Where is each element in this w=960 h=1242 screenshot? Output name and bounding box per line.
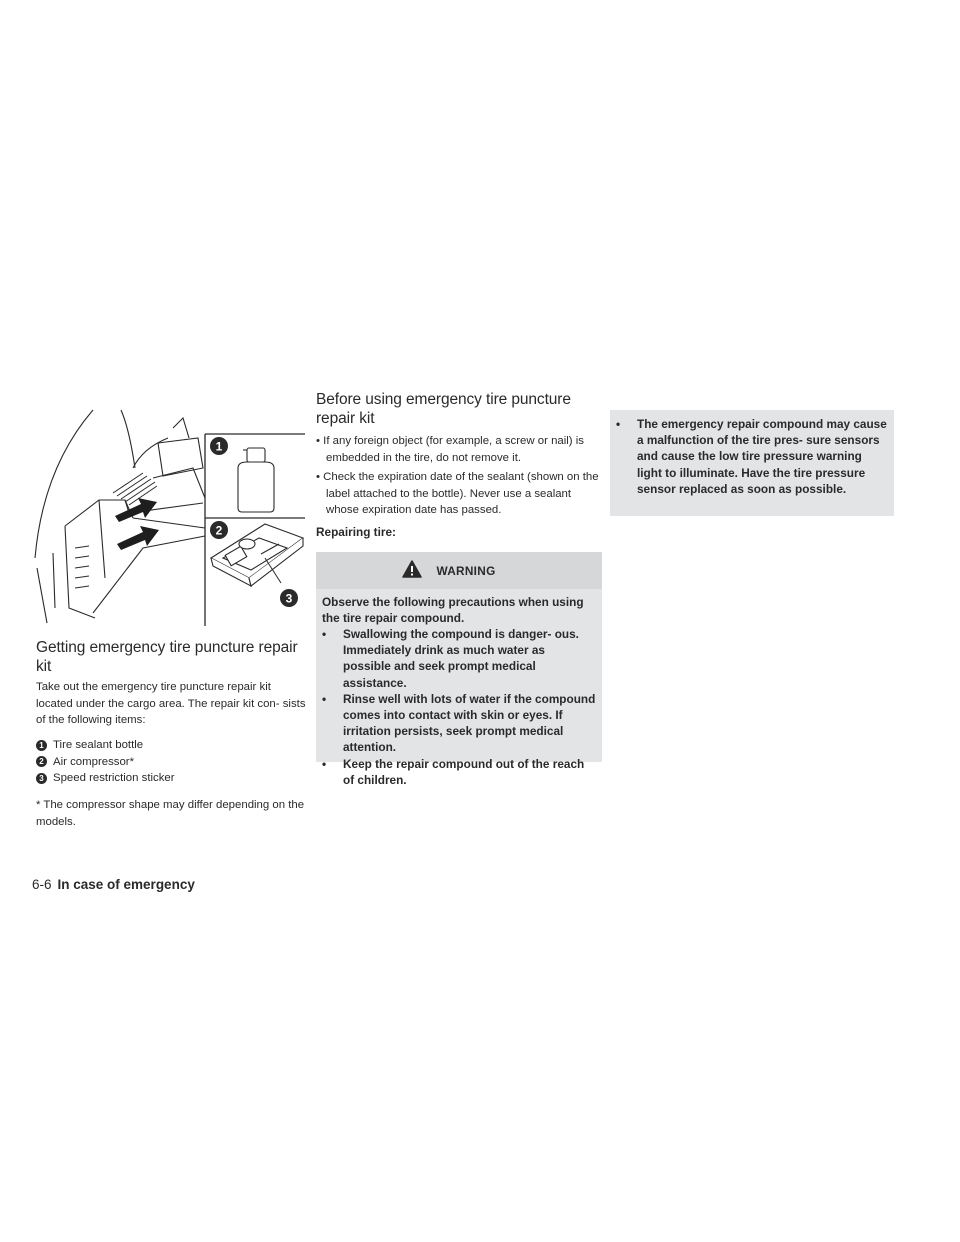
warning-body [610,410,894,497]
list-item: • Check the expiration date of the sealant (shown on the label attached to the bottle). Never use a sealant whose expiration date has passed. [316,471,599,516]
footnote: * The compressor shape may differ depending on the models. [36,799,305,828]
warning-item: • Rinse well with lots of water if the compound comes into contact with skin or eyes. If irritation persists, seek prompt medical attention. [322,691,596,755]
callout-2 [210,521,228,539]
warning-box [316,552,602,787]
callout-1 [210,437,228,455]
legend-item [36,737,308,754]
warning-item: • Keep the repair compound out of the reach of children. [322,756,585,787]
legend-item [36,754,308,771]
warning-label: WARNING [436,563,496,578]
legend-number-badge: 1 [36,740,47,751]
sealant-bottle-illustration [238,448,274,512]
warning-body [316,589,602,788]
section-title-getting-kit: Getting emergency tire puncture repair kit [36,639,298,675]
svg-text:1: 1 [215,439,223,454]
page-number: 6-6 [32,877,52,892]
section-name: In case of emergency [57,877,195,892]
svg-text:3: 3 [285,591,293,606]
svg-text:2: 2 [215,523,223,538]
cargo-area-illustration [33,408,305,626]
page-footer [32,877,195,892]
legend-number-badge: 3 [36,773,47,784]
legend-item [36,770,308,787]
legend-label: Air compressor* [53,755,135,768]
warning-item: • Swallowing the compound is danger- ous. Immediately drink as much water as possible and seek prompt medical assistance. [322,627,579,690]
warning-header [316,552,602,589]
legend-label: Speed restriction sticker [53,772,175,785]
legend-label: Tire sealant bottle [53,739,144,752]
precaution-list [316,433,602,522]
figure-legend [36,737,308,787]
legend-number-badge: 2 [36,756,47,767]
warning-item: • The emergency repair compound may cause a malfunction of the tire pres- sure sensors and cause the low tire pressure warning light to illuminate. Have the tire pressure sensor replaced as soon as possible. [616,417,887,496]
warning-triangle-icon [402,560,422,581]
section-body: Take out the emergency tire puncture repair kit located under the cargo area. The repair kit con- sists of the following items: [36,681,306,726]
subheading-repairing-tire: Repairing tire: [316,525,396,539]
section-title-before-using: Before using emergency tire puncture repair kit [316,391,571,427]
list-item: • If any foreign object (for example, a screw or nail) is embedded in the tire, do not remove it. [316,435,584,464]
warning-intro: Observe the following precautions when using the tire repair compound. [322,595,584,625]
callout-3 [280,589,298,607]
warning-box-continued [610,410,894,516]
repair-kit-diagram [33,408,305,626]
